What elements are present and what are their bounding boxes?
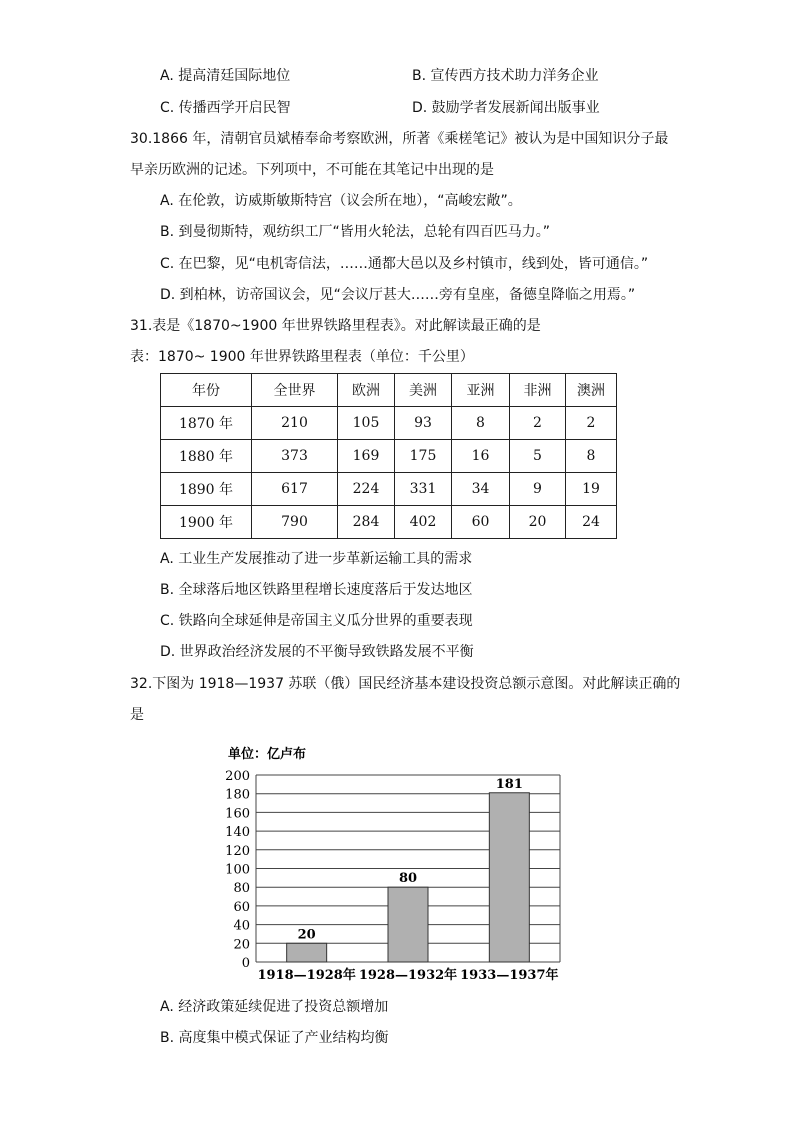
- q32-stem-line-1: 32.下图为 1918—1937 苏联（俄）国民经济基本建设投资总额示意图。对此解读正确的: [130, 676, 681, 692]
- y-tick-label: 0: [241, 956, 250, 971]
- table-cell: 5: [510, 440, 566, 473]
- table-cell: 373: [252, 440, 338, 473]
- q29-option-c: C. 传播西学开启民智: [160, 100, 291, 116]
- q30-option-a: A. 在伦敦，访威斯敏斯特宫（议会所在地），“高峻宏敞”。: [160, 193, 522, 209]
- header-cell-africa: 非洲: [510, 374, 566, 407]
- table-cell: 16: [452, 440, 510, 473]
- q30-stem-line-2: 早亲历欧洲的记述。下列项中，不可能在其笔记中出现的是: [130, 162, 494, 178]
- bar-data-label: 80: [398, 871, 418, 887]
- q31-table-caption: 表：1870~ 1900 年世界铁路里程表（单位：千公里）: [130, 349, 474, 365]
- table-cell: 1870 年: [161, 407, 252, 440]
- table-cell: 2: [566, 407, 617, 440]
- header-cell-year: 年份: [161, 374, 252, 407]
- chart-y-axis: [225, 769, 250, 971]
- table-cell: 175: [395, 440, 452, 473]
- table-cell: 60: [452, 506, 510, 539]
- y-tick-label: 180: [225, 787, 250, 803]
- q30-option-d: D. 到柏林，访帝国议会，见“会议厅甚大……旁有皇座，备德皇降临之用焉。”: [160, 287, 636, 303]
- x-tick-label: 1933—1937年: [460, 968, 559, 983]
- x-tick-label: 1918—1928年: [257, 968, 356, 983]
- q29-option-d: D. 鼓励学者发展新闻出版事业: [412, 100, 600, 116]
- table-cell: 19: [566, 473, 617, 506]
- y-tick-label: 100: [225, 862, 250, 878]
- table-cell: 9: [510, 473, 566, 506]
- table-cell: 8: [452, 407, 510, 440]
- header-cell-europe: 欧洲: [338, 374, 395, 407]
- bar-data-label: 181: [495, 776, 523, 792]
- q32-stem-line-2: 是: [130, 707, 144, 723]
- table-row: [161, 407, 617, 440]
- table-cell: 210: [252, 407, 338, 440]
- q31-option-d: D. 世界政治经济发展的不平衡导致铁路发展不平衡: [160, 644, 474, 660]
- q29-option-a: A. 提高清廷国际地位: [160, 68, 291, 84]
- q29-option-row-1: [160, 66, 720, 86]
- y-tick-label: 20: [233, 937, 250, 953]
- header-cell-world: 全世界: [252, 374, 338, 407]
- table-cell: 790: [252, 506, 338, 539]
- bar: [489, 793, 529, 962]
- table-cell: 402: [395, 506, 452, 539]
- table-cell: 105: [338, 407, 395, 440]
- bar-data-label: 20: [297, 927, 316, 943]
- y-tick-label: 120: [225, 843, 250, 859]
- y-tick-label: 160: [225, 806, 250, 822]
- q30-option-b: B. 到曼彻斯特，观纺织工厂“皆用火轮法，总轮有四百匹马力。”: [160, 224, 551, 240]
- y-tick-label: 60: [233, 899, 250, 915]
- q31-option-a: A. 工业生产发展推动了进一步革新运输工具的需求: [160, 551, 473, 567]
- table-row: [161, 440, 617, 473]
- table-cell: 617: [252, 473, 338, 506]
- chart-x-axis: [257, 967, 558, 983]
- chart-unit-label: 单位：亿卢布: [228, 747, 307, 762]
- table-row: [161, 506, 617, 539]
- q31-option-c: C. 铁路向全球延伸是帝国主义瓜分世界的重要表现: [160, 613, 473, 629]
- table-cell: 24: [566, 506, 617, 539]
- table-row: [161, 473, 617, 506]
- header-cell-asia: 亚洲: [452, 374, 510, 407]
- table-cell: 1880 年: [161, 440, 252, 473]
- y-tick-label: 40: [233, 918, 250, 934]
- table-cell: 1900 年: [161, 506, 252, 539]
- table-cell: 2: [510, 407, 566, 440]
- bar: [287, 943, 327, 962]
- x-tick-label: 1928—1932年: [358, 968, 458, 983]
- y-tick-label: 80: [233, 881, 250, 897]
- header-cell-oceania: 澳洲: [566, 374, 617, 407]
- investment-bar-chart: [222, 738, 582, 983]
- q29-option-row-2: [160, 98, 720, 118]
- q31-option-b: B. 全球落后地区铁路里程增长速度落后于发达地区: [160, 582, 473, 598]
- table-cell: 331: [395, 473, 452, 506]
- y-tick-label: 140: [225, 825, 250, 841]
- q32-option-a: A. 经济政策延续促进了投资总额增加: [160, 999, 389, 1015]
- bar: [388, 887, 428, 962]
- q30-stem-line-1: 30.1866 年，清朝官员斌椿奉命考察欧洲，所著《乘槎笔记》被认为是中国知识分子最: [130, 131, 669, 147]
- table-cell: 169: [338, 440, 395, 473]
- q29-option-b: B. 宣传西方技术助力洋务企业: [412, 68, 599, 84]
- table-cell: 34: [452, 473, 510, 506]
- header-cell-america: 美洲: [395, 374, 452, 407]
- table-cell: 8: [566, 440, 617, 473]
- q32-option-b: B. 高度集中模式保证了产业结构均衡: [160, 1030, 389, 1046]
- table-cell: 1890 年: [161, 473, 252, 506]
- table-cell: 20: [510, 506, 566, 539]
- q31-stem: 31.表是《1870~1900 年世界铁路里程表》。对此解读最正确的是: [130, 318, 541, 334]
- railway-mileage-table: [160, 373, 617, 539]
- y-tick-label: 200: [225, 769, 250, 784]
- table-cell: 224: [338, 473, 395, 506]
- table-cell: 284: [338, 506, 395, 539]
- table-header-row: [161, 374, 617, 407]
- q30-option-c: C. 在巴黎，见“电机寄信法，……通都大邑以及乡村镇市，线到处，皆可通信。”: [160, 256, 649, 272]
- table-cell: 93: [395, 407, 452, 440]
